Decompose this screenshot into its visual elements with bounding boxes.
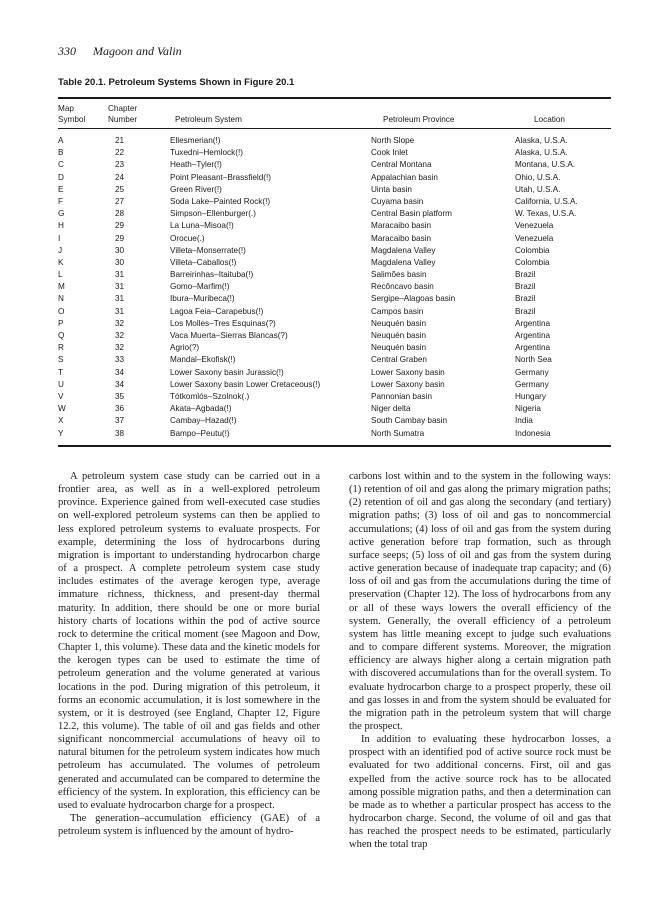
cell-location: Colombia — [515, 257, 550, 267]
cell-symbol: A — [58, 136, 64, 145]
cell-petroleum-system: Villeta–Caballos(!) — [170, 257, 237, 267]
running-head — [58, 44, 182, 59]
cell-symbol: R — [58, 343, 64, 353]
table-row — [58, 306, 611, 318]
cell-petroleum-system: Lagoa Feia–Carapebus(!) — [170, 306, 264, 316]
cell-chapter: 31 — [115, 306, 125, 316]
paragraph: A petroleum system case study can be carried out in a frontier area, as well as in a well-explored petroleum province. Experience gained from well-executed case studies on well-explored petroleum systems can then be applied to less explored petroleum systems to evaluate prospects. For example, determining the loss of hydrocarbons during migration is important to understanding hydrocarbon charge of a prospect. A complete petroleum system case study includes estimates of the average kerogen type, average immature richness, thickness, and present-day thermal maturity. In addition, there should be one or more burial history charts of locations within the pod of active source rock to determine the critical moment (see Magoon and Dow, Chapter 1, this volume). These data and the kinetic models for the kerogen types can be used to estimate the time of petroleum generation and the volume generated at various locations in the pod. During migration of this petroleum, it forms an economic accumulation, it is lost somewhere in the system, or it is destroyed (see England, Chapter 12, Figure 12.2, this volume). The table of oil and gas fields and other significant noncommercial accumulations of heavy oil to natural bitumen for the petroleum system indicates how much petroleum has accumulated. The volumes of petroleum generated and accumulated can be compared to determine the efficiency of the system. In exploration, this efficiency can be used to evaluate hydrocarbon charge for a prospect. — [58, 471, 320, 811]
cell-petroleum-system: Ibura–Muribeca(!) — [170, 294, 235, 304]
cell-petroleum-system: Villeta–Monserrate(!) — [170, 245, 246, 255]
text-column-right — [349, 470, 611, 852]
header-petroleum-province: Petroleum Province — [383, 115, 455, 124]
table-row — [58, 379, 611, 391]
table-row — [58, 159, 611, 171]
cell-chapter: 37 — [115, 416, 125, 426]
cell-chapter: 31 — [115, 294, 125, 304]
cell-location: Ohio, U.S.A. — [515, 172, 561, 182]
cell-chapter: 32 — [115, 331, 125, 340]
cell-symbol: Q — [58, 331, 65, 340]
cell-chapter: 33 — [115, 355, 125, 365]
cell-chapter: 24 — [115, 172, 125, 182]
table-row — [58, 330, 611, 342]
cell-petroleum-province: Niger delta — [371, 404, 411, 414]
table-row — [58, 367, 611, 379]
table-bottom-rule — [58, 445, 611, 447]
cell-petroleum-system: Point Pleasant–Brassfield(!) — [170, 172, 272, 182]
cell-petroleum-province: Sergipe–Alagoas basin — [371, 294, 456, 304]
cell-location: Germany — [515, 367, 549, 377]
cell-petroleum-province: Central Montana — [371, 160, 432, 170]
cell-location: Hungary — [515, 391, 546, 401]
cell-location: Argentina — [515, 318, 551, 328]
header-symbol: Symbol — [58, 115, 86, 124]
cell-petroleum-province: South Cambay basin — [371, 416, 448, 426]
cell-location: Brazil — [515, 294, 536, 304]
cell-symbol: V — [58, 391, 64, 401]
cell-symbol: K — [58, 257, 64, 267]
cell-petroleum-province: Neuquén basin — [371, 343, 427, 353]
table-body — [58, 135, 611, 440]
cell-petroleum-province: Recôncavo basin — [371, 282, 434, 292]
cell-petroleum-system: Cambay–Hazad(!) — [170, 416, 237, 426]
table-row — [58, 172, 611, 184]
cell-petroleum-province: Uinta basin — [371, 184, 412, 194]
header-location: Location — [534, 115, 565, 124]
cell-petroleum-system: Orocue(.) — [170, 233, 205, 243]
cell-symbol: U — [58, 379, 64, 389]
header-number: Number — [108, 115, 138, 124]
cell-petroleum-province: Appalachian basin — [371, 172, 438, 182]
table-row — [58, 245, 611, 257]
cell-chapter: 30 — [115, 257, 125, 267]
paragraph: The generation–accumulation efficiency (GAE) of a petroleum system is influenced by the amount of hydro- — [58, 813, 320, 838]
cell-chapter: 29 — [115, 233, 125, 243]
cell-petroleum-province: Lower Saxony basin — [371, 379, 445, 389]
cell-petroleum-province: Lower Saxony basin — [371, 367, 445, 377]
table-row — [58, 354, 611, 366]
cell-location: Argentina — [515, 331, 551, 340]
cell-location: Utah, U.S.A. — [515, 184, 561, 194]
cell-chapter: 32 — [115, 343, 125, 353]
table-row — [58, 208, 611, 220]
table-row — [58, 196, 611, 208]
cell-chapter: 21 — [115, 136, 125, 145]
table-row — [58, 415, 611, 427]
cell-petroleum-province: Maracaibo basin — [371, 233, 432, 243]
cell-location: California, U.S.A. — [515, 196, 578, 206]
cell-petroleum-province: Campos basin — [371, 306, 424, 316]
cell-symbol: Y — [58, 428, 64, 438]
cell-location: Venezuela — [515, 233, 554, 243]
cell-location: Alaska, U.S.A. — [515, 148, 568, 158]
table-row — [58, 391, 611, 403]
table-row — [58, 135, 611, 147]
cell-petroleum-system: Barreirinhas–Itaituba(!) — [170, 270, 254, 280]
cell-chapter: 36 — [115, 404, 125, 414]
cell-petroleum-system: Green River(!) — [170, 184, 222, 194]
header-petroleum-system: Petroleum System — [175, 115, 242, 124]
table-caption: Table 20.1. Petroleum Systems Shown in Figure 20.1 — [58, 77, 295, 88]
cell-chapter: 23 — [115, 160, 125, 170]
cell-petroleum-province: North Slope — [371, 136, 415, 145]
cell-symbol: L — [58, 270, 63, 280]
cell-symbol: J — [58, 245, 63, 255]
table-row — [58, 281, 611, 293]
paragraph: In addition to evaluating these hydrocarbon losses, a prospect with an identified pod of active source rock must be evaluated for two additional concerns. First, oil and gas expelled from the active source rock has to be allocated among possible migration paths, and then a determination can be made as to whether a particular prospect has access to the hydrocarbon charge. Second, the volume of oil and gas that has reached the prospect needs to be estimated, particularly when the total trap — [349, 734, 611, 851]
table-row — [58, 220, 611, 232]
cell-location: Brazil — [515, 306, 536, 316]
cell-symbol: H — [58, 221, 64, 231]
cell-chapter: 38 — [115, 428, 125, 438]
table-row — [58, 318, 611, 330]
table-row — [58, 293, 611, 305]
cell-petroleum-province: Cuyama basin — [371, 196, 424, 206]
cell-chapter: 35 — [115, 391, 125, 401]
cell-petroleum-system: Heath–Tyler(!) — [170, 160, 222, 170]
cell-chapter: 27 — [115, 196, 125, 206]
running-head-authors: Magoon and Valin — [93, 44, 182, 58]
cell-location: Brazil — [515, 270, 536, 280]
cell-petroleum-system: Bampo–Peutu(!) — [170, 428, 230, 438]
cell-chapter: 34 — [115, 367, 125, 377]
cell-petroleum-system: Lower Saxony basin Jurassic(!) — [170, 367, 284, 377]
cell-location: Colombia — [515, 245, 550, 255]
cell-symbol: X — [58, 416, 64, 426]
table-top-rule — [58, 97, 611, 99]
cell-location: Indonesia — [515, 428, 551, 438]
table-row — [58, 403, 611, 415]
header-map: Map — [58, 104, 74, 113]
cell-petroleum-province: Cook Inlet — [371, 148, 408, 158]
cell-petroleum-province: Central Graben — [371, 355, 427, 365]
cell-petroleum-system: Tótkomlós–Szolnok(.) — [170, 391, 250, 401]
cell-petroleum-system: Akata–Agbada(!) — [170, 404, 232, 414]
cell-chapter: 32 — [115, 318, 125, 328]
cell-location: Nigeria — [515, 404, 541, 414]
cell-symbol: D — [58, 172, 64, 182]
cell-petroleum-system: Ellesmerian(!) — [170, 136, 221, 145]
cell-symbol: O — [58, 306, 65, 316]
cell-petroleum-province: Neuquén basin — [371, 331, 427, 340]
cell-symbol: W — [58, 404, 66, 414]
cell-petroleum-system: Gomo–Marfim(!) — [170, 282, 230, 292]
table-row — [58, 233, 611, 245]
cell-location: Argentina — [515, 343, 551, 353]
cell-symbol: C — [58, 160, 64, 170]
cell-symbol: G — [58, 209, 65, 219]
cell-location: Alaska, U.S.A. — [515, 136, 568, 145]
table-row — [58, 342, 611, 354]
cell-petroleum-province: Maracaibo basin — [371, 221, 432, 231]
cell-petroleum-system: Agrio(?) — [170, 343, 200, 353]
cell-symbol: B — [58, 148, 64, 158]
cell-petroleum-system: Mandal–Ekofisk(!) — [170, 355, 236, 365]
cell-petroleum-province: Neuquén basin — [371, 318, 427, 328]
cell-petroleum-province: Magdalena Valley — [371, 245, 436, 255]
cell-chapter: 22 — [115, 148, 125, 158]
cell-chapter: 28 — [115, 209, 125, 219]
cell-petroleum-province: Pannonian basin — [371, 391, 433, 401]
table-header-rule — [58, 128, 611, 129]
cell-petroleum-province: Central Basin platform — [371, 209, 452, 219]
cell-petroleum-system: Vaca Muerta–Sierras Blancas(?) — [170, 331, 288, 340]
cell-symbol: S — [58, 355, 64, 365]
cell-location: North Sea — [515, 355, 552, 365]
cell-symbol: M — [58, 282, 65, 292]
cell-petroleum-system: Tuxedni–Hemlock(!) — [170, 148, 243, 158]
cell-chapter: 34 — [115, 379, 125, 389]
table-row — [58, 184, 611, 196]
cell-chapter: 31 — [115, 282, 125, 292]
cell-symbol: I — [58, 233, 61, 243]
cell-petroleum-system: Soda Lake–Painted Rock(!) — [170, 196, 271, 206]
cell-petroleum-province: North Sumatra — [371, 428, 425, 438]
cell-petroleum-system: Los Molles–Tres Esquinas(?) — [170, 318, 276, 328]
cell-petroleum-province: Magdalena Valley — [371, 257, 436, 267]
cell-symbol: E — [58, 184, 64, 194]
cell-location: W. Texas, U.S.A. — [515, 209, 577, 219]
paragraph: carbons lost within and to the system in the following ways: (1) retention of oil and gas along the primary migration paths; (2) retention of oil and gas along the secondary (and tertiary) migration paths; (3) loss of oil and gas to noncommercial accumulations; (4) loss of oil and gas from the system during active generation before trap formation, such as through surface seeps; (5) loss of oil and gas from the system during active generation because of inadequate trap capacity; and (6) loss of oil and gas from the accumulations during the time of preservation (Chapter 12). The loss of hydrocarbons from any or all of these ways lowers the overall efficiency of the system. Generally, the overall efficiency of a petroleum system has little meaning except to judge such evaluations and to compare different systems. Moreover, the migration efficiency are always higher along a certain migration path with discovered accumulations than for the overall system. To evaluate hydrocarbon charge to a prospect properly, these oil and gas losses in and from the system should be evaluated for the migration path in the petroleum system that will charge the prospect. — [349, 471, 611, 732]
page-number: 330 — [58, 44, 76, 58]
cell-symbol: N — [58, 294, 64, 304]
cell-petroleum-system: La Luna–Misoa(!) — [170, 221, 234, 231]
table-row — [58, 428, 611, 440]
table-row — [58, 269, 611, 281]
cell-location: Germany — [515, 379, 549, 389]
cell-chapter: 29 — [115, 221, 125, 231]
text-column-left — [58, 470, 320, 838]
header-chapter: Chapter — [108, 104, 138, 113]
cell-petroleum-province: Salimões basin — [371, 270, 427, 280]
cell-symbol: F — [58, 196, 64, 206]
cell-location: Montana, U.S.A. — [515, 160, 576, 170]
table-row — [58, 147, 611, 159]
cell-chapter: 30 — [115, 245, 125, 255]
cell-location: Brazil — [515, 282, 536, 292]
cell-chapter: 25 — [115, 184, 125, 194]
cell-petroleum-system: Simpson–Ellenburger(.) — [170, 209, 257, 219]
table-header — [58, 103, 611, 127]
cell-petroleum-system: Lower Saxony basin Lower Cretaceous(!) — [170, 379, 321, 389]
table-row — [58, 257, 611, 269]
cell-symbol: T — [58, 367, 64, 377]
cell-chapter: 31 — [115, 270, 125, 280]
cell-symbol: P — [58, 318, 64, 328]
cell-location: Venezuela — [515, 221, 554, 231]
cell-location: India — [515, 416, 533, 426]
